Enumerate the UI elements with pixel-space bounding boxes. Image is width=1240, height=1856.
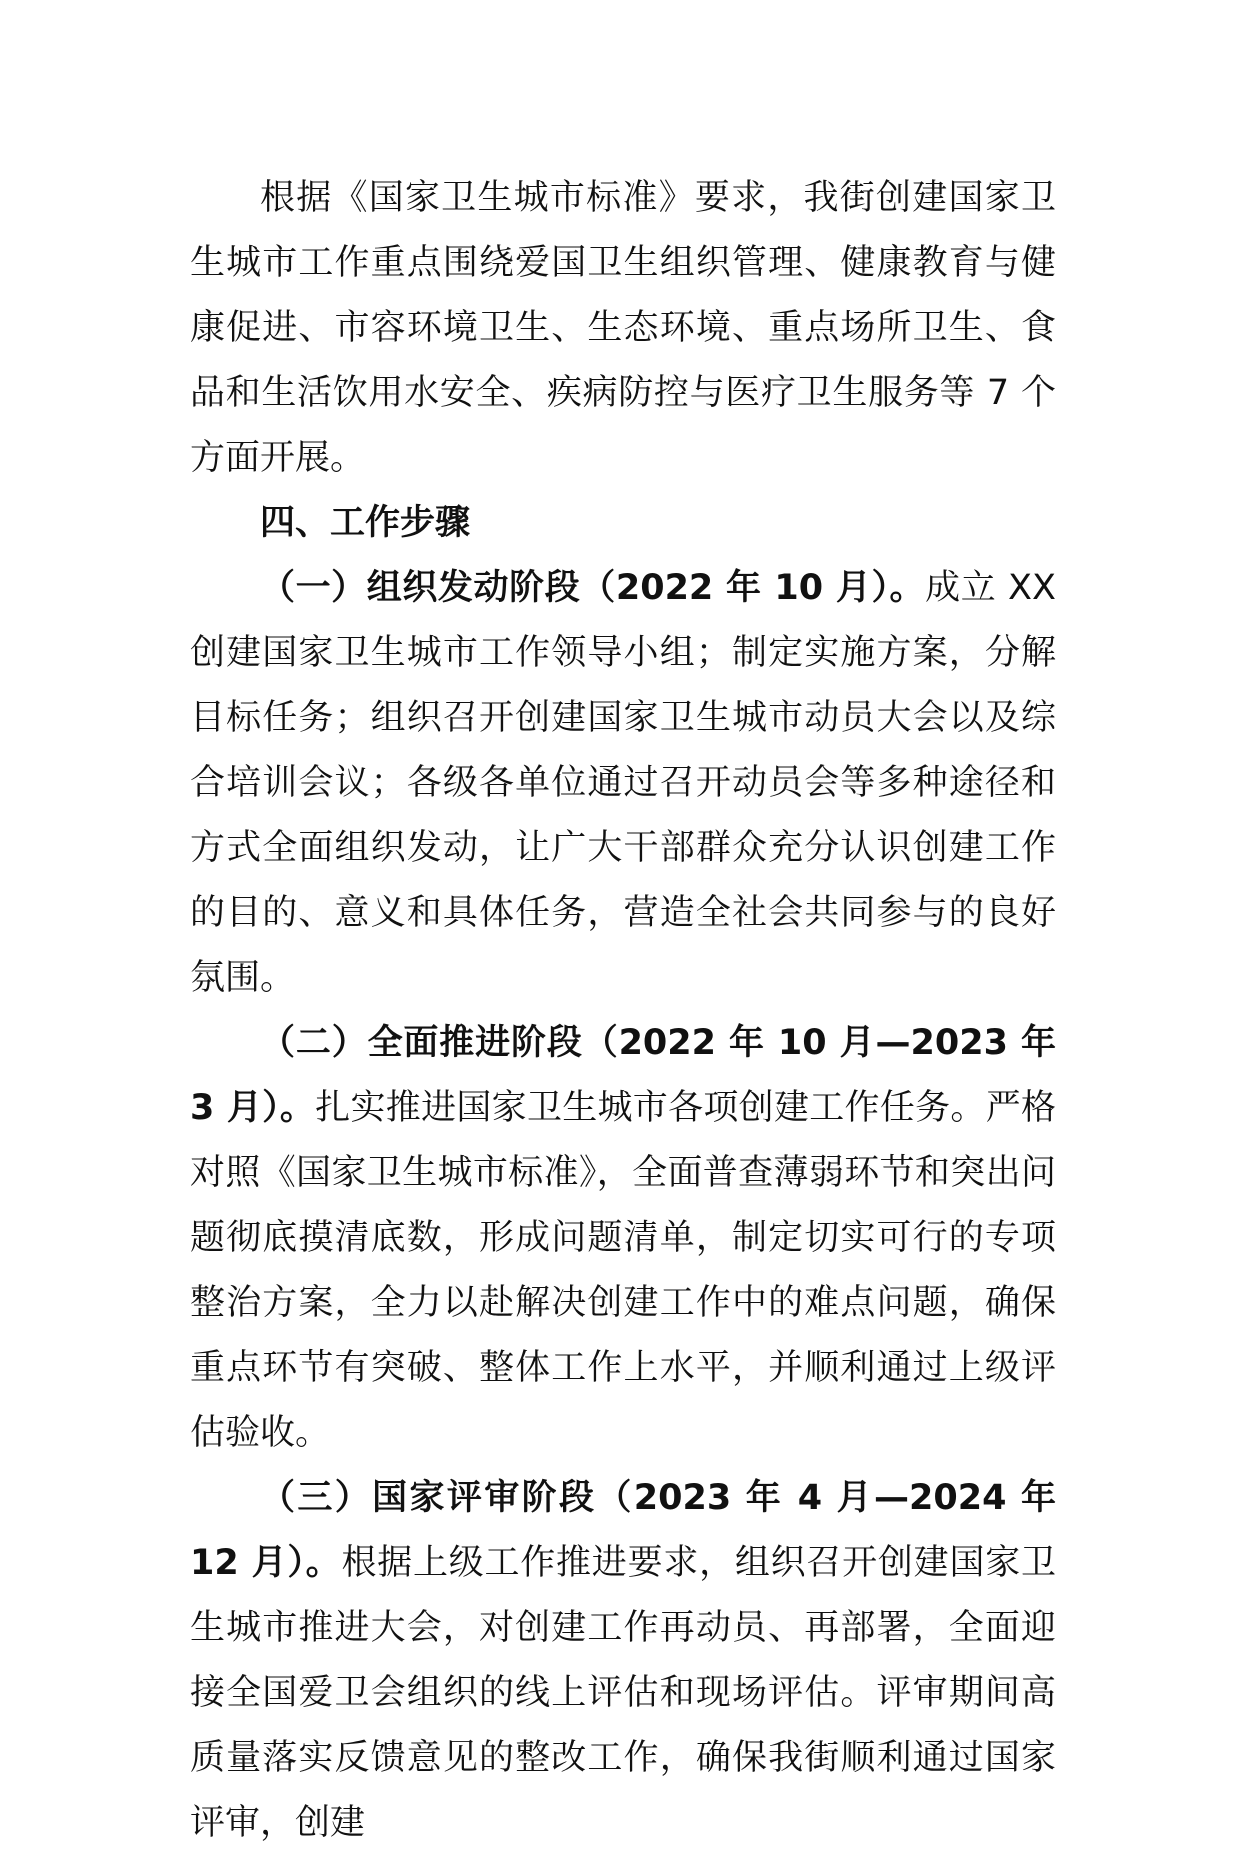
step-1-heading: （一）组织发动阶段（2022 年 10 月）。 — [260, 568, 926, 608]
step-3-text: 根据上级工作推进要求，组织召开创建国家卫生城市推进大会，对创建工作再动员、再部署，全面迎接全国爱卫会组织的线上评估和现场评估。评审期间高质量落实反馈意见的整改工作，确保我街顺利通过国家评审，创建 — [190, 1543, 1056, 1843]
paragraph-scope-text: 根据《国家卫生城市标准》要求，我街创建国家卫生城市工作重点围绕爱国卫生组织管理、健康教育与健康促进、市容环境卫生、生态环境、重点场所卫生、食品和生活饮用水安全、疾病防控与医疗卫生服务等 7 个方面开展。 — [190, 178, 1056, 478]
paragraph-step-3 — [190, 1466, 1056, 1856]
step-3-heading: （三）国家评审阶段（2023 年 4 月—2024 年 12 月）。 — [190, 1478, 1056, 1583]
step-1-text: 成立 XX 创建国家卫生城市工作领导小组；制定实施方案，分解目标任务；组织召开创建国家卫生城市动员大会以及综合培训会议；各级各单位通过召开动员会等多种途径和方式全面组织发动，让广大干部群众充分认识创建工作的目的、意义和具体任务，营造全社会共同参与的良好氛围。 — [190, 568, 1056, 998]
section-heading-work-steps — [190, 491, 1056, 556]
document-body — [190, 166, 1056, 1856]
paragraph-scope — [190, 166, 1056, 491]
paragraph-step-2 — [190, 1011, 1056, 1466]
step-2-heading: （二）全面推进阶段（2022 年 10 月—2023 年 3 月）。 — [190, 1023, 1056, 1128]
section-heading-text: 四、工作步骤 — [260, 503, 471, 543]
paragraph-step-1 — [190, 556, 1056, 1011]
step-2-text: 扎实推进国家卫生城市各项创建工作任务。严格对照《国家卫生城市标准》，全面普查薄弱环节和突出问题彻底摸清底数，形成问题清单，制定切实可行的专项整治方案，全力以赴解决创建工作中的难点问题，确保重点环节有突破、整体工作上水平，并顺利通过上级评估验收。 — [190, 1088, 1056, 1453]
